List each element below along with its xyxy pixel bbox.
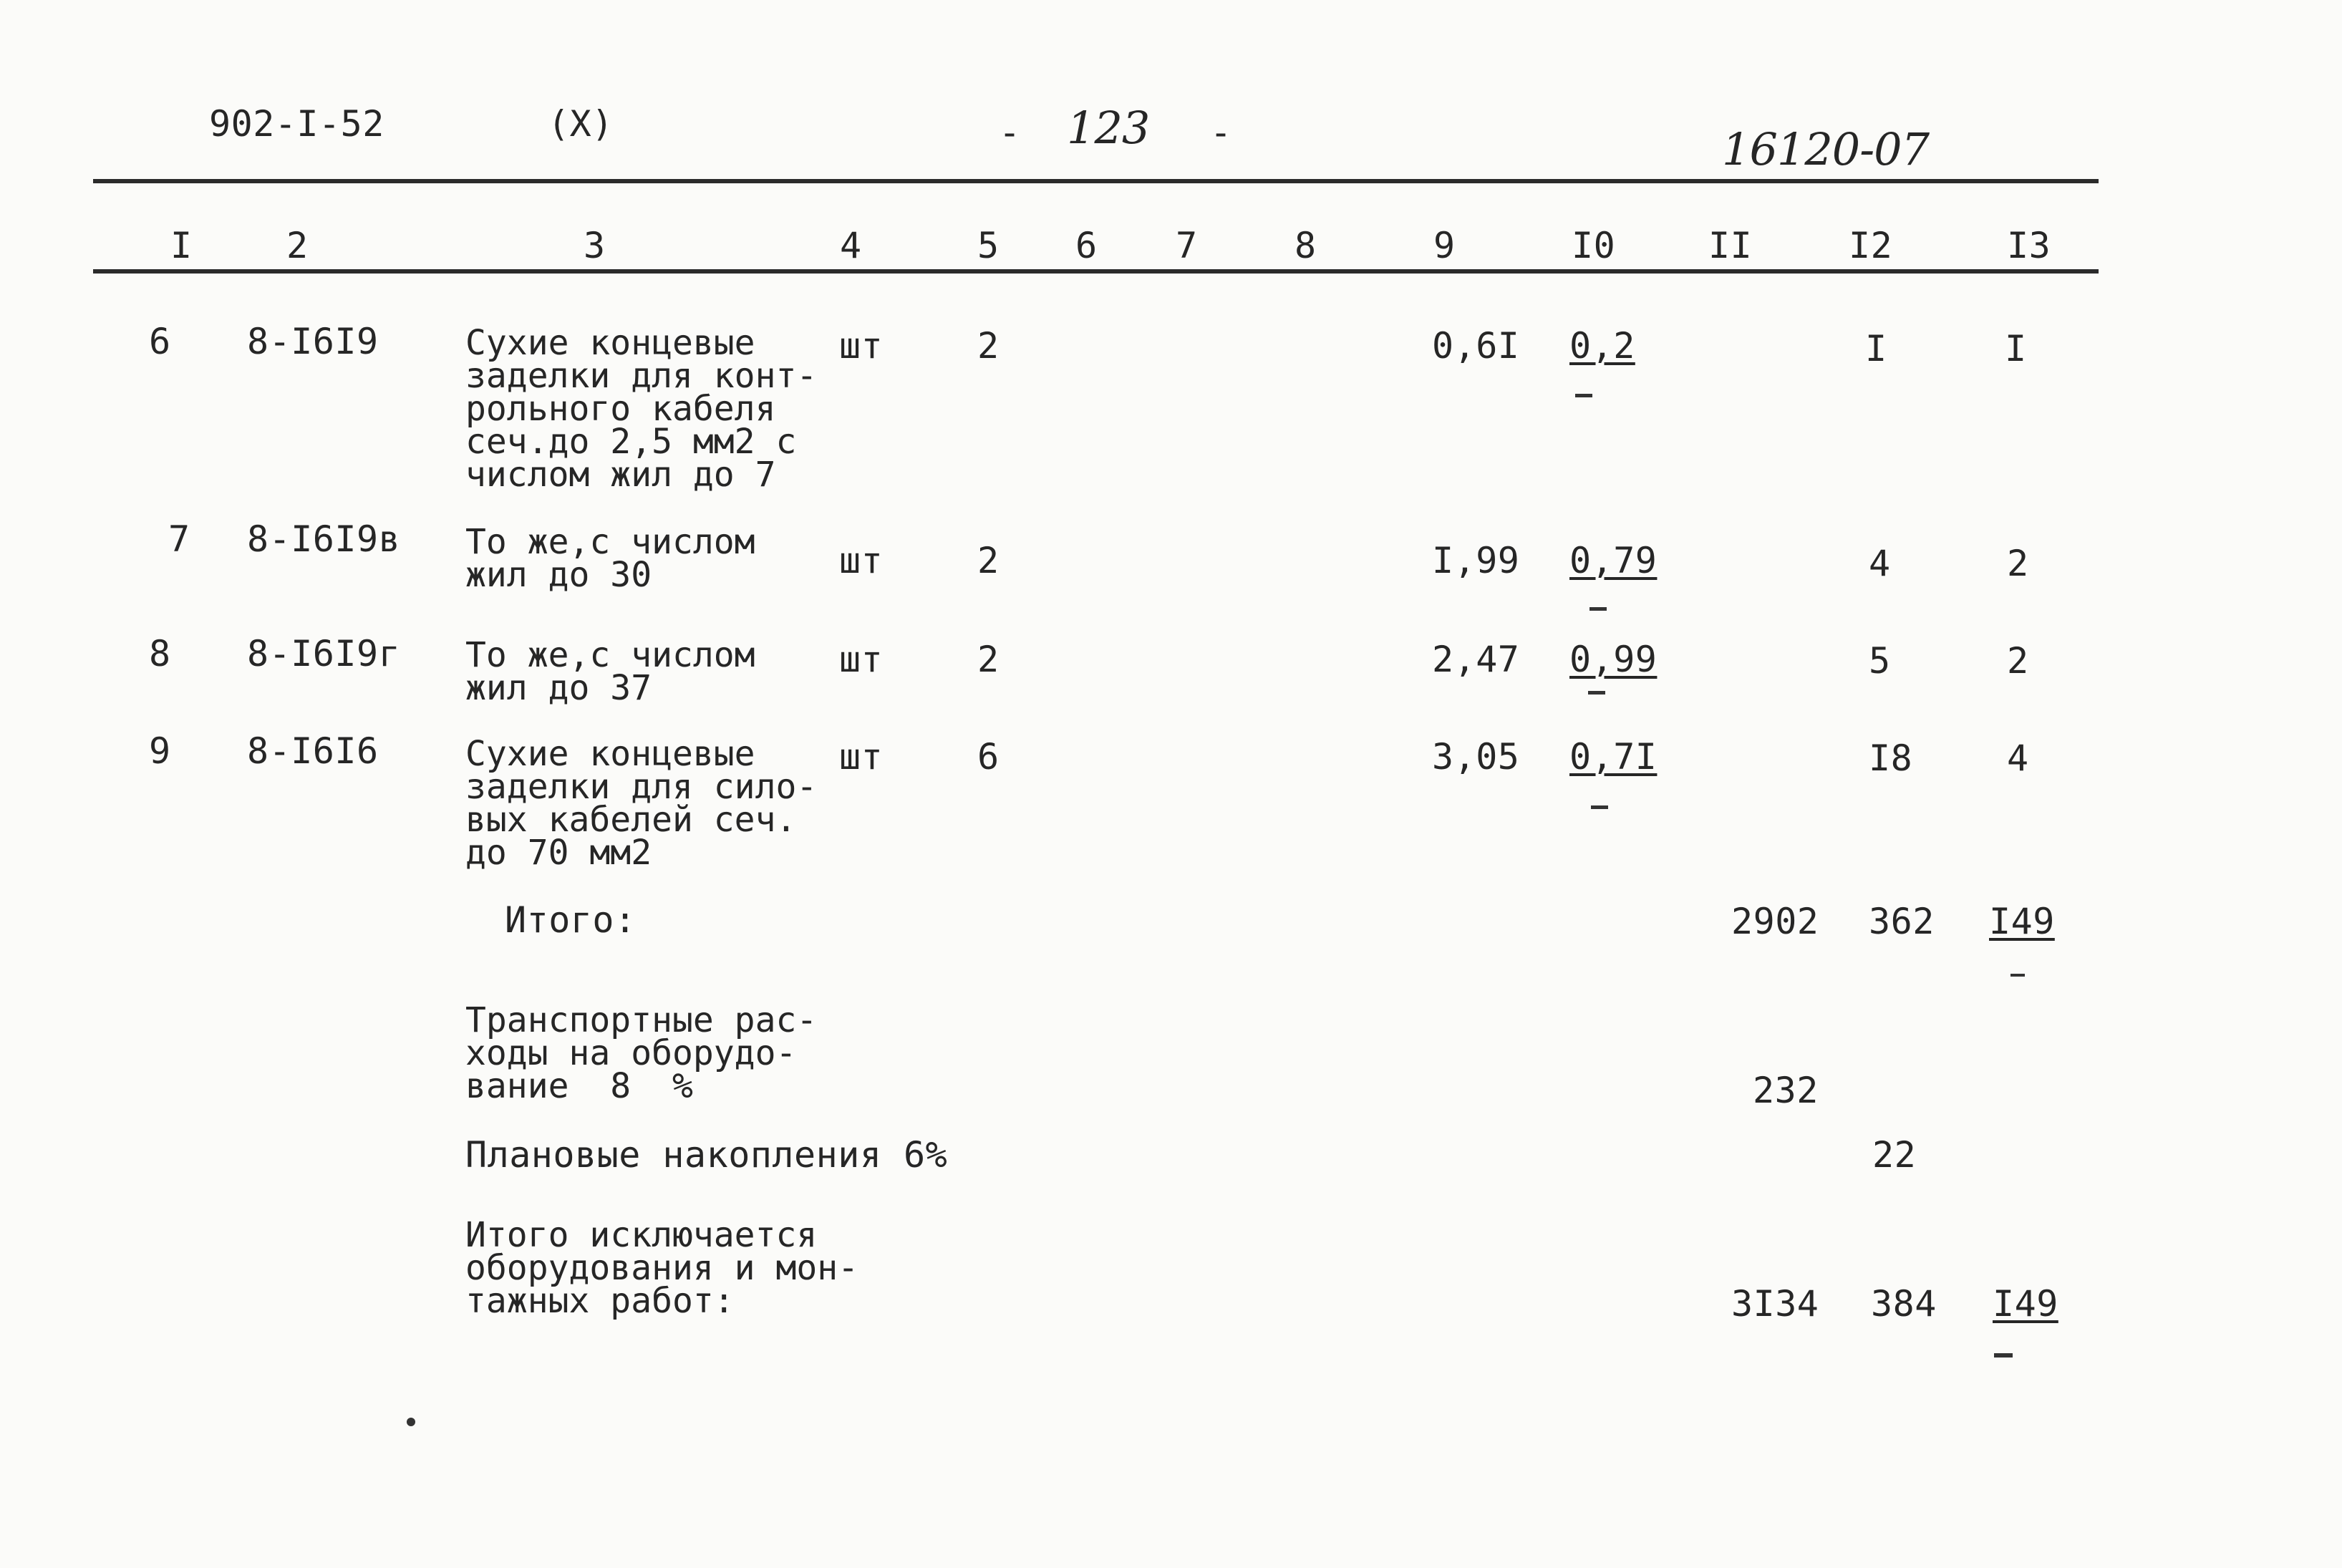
row-quantity: 6 bbox=[977, 736, 1000, 778]
subtotal-label: Итого: bbox=[505, 899, 637, 941]
dash-mark bbox=[1589, 607, 1607, 611]
column-header: 2 bbox=[286, 225, 309, 266]
column-header: 9 bbox=[1433, 225, 1456, 266]
row-unit: шт bbox=[839, 540, 884, 581]
row-quantity: 2 bbox=[977, 325, 1000, 367]
row-col13: 4 bbox=[2007, 737, 2029, 779]
column-header: 7 bbox=[1176, 225, 1198, 266]
page-number: 123 bbox=[1067, 102, 1150, 154]
row-col12: I8 bbox=[1869, 737, 1913, 779]
column-header: I0 bbox=[1572, 225, 1616, 266]
row-code: 8-I6I9 bbox=[247, 321, 379, 362]
column-header: 8 bbox=[1295, 225, 1317, 266]
subtotal-col11: 2902 bbox=[1731, 901, 1819, 942]
column-header: I2 bbox=[1849, 225, 1893, 266]
row-quantity: 2 bbox=[977, 540, 1000, 581]
row-description: Сухие концевые заделки для конт- рольного кабеля сеч.до 2,5 мм2 с числом жил до 7 bbox=[465, 323, 818, 495]
transport-label: Транспортные рас- ходы на оборудо- вание 8 % bbox=[465, 1000, 818, 1107]
row-number: 9 bbox=[149, 730, 171, 772]
column-header: 3 bbox=[584, 225, 606, 266]
row-description: То же,с числом жил до 37 bbox=[465, 635, 755, 709]
header-rule-bottom bbox=[93, 269, 2099, 274]
row-code: 8-I6I6 bbox=[247, 730, 379, 772]
final-col11: 3I34 bbox=[1731, 1283, 1819, 1325]
column-header: 6 bbox=[1075, 225, 1098, 266]
final-col13: I49 bbox=[1993, 1283, 2058, 1325]
row-col13: 2 bbox=[2007, 640, 2029, 682]
row-col12: I bbox=[1865, 328, 1887, 369]
final-col12: 384 bbox=[1871, 1283, 1937, 1325]
row-description: Сухие концевые заделки для сило- вых кабелей сеч. до 70 мм2 bbox=[465, 734, 818, 873]
page-dash-left: - bbox=[999, 112, 1021, 153]
row-number: 8 bbox=[149, 633, 171, 674]
row-number: 6 bbox=[149, 321, 171, 362]
row-unit: шт bbox=[839, 325, 884, 367]
row-col12: 5 bbox=[1869, 640, 1891, 682]
planned-label: Плановые накопления 6% bbox=[465, 1134, 948, 1176]
row-col9: 2,47 bbox=[1432, 639, 1520, 680]
row-unit: шт bbox=[839, 736, 884, 778]
dash-mark bbox=[1591, 805, 1608, 809]
row-col10: 0,79 bbox=[1569, 540, 1658, 581]
final-total-label: Итого исключается оборудования и мон- тажных работ: bbox=[465, 1215, 859, 1322]
row-code: 8-I6I9г bbox=[247, 633, 401, 674]
row-col9: 3,05 bbox=[1432, 736, 1520, 778]
sheet-code: 16120-07 bbox=[1722, 123, 1930, 175]
dash-mark bbox=[1588, 691, 1605, 695]
page-dash-right: - bbox=[1210, 112, 1232, 153]
transport-col11: 232 bbox=[1753, 1070, 1819, 1111]
section-marker: (X) bbox=[548, 103, 614, 145]
row-unit: шт bbox=[839, 639, 884, 680]
column-header: 5 bbox=[977, 225, 1000, 266]
row-col10: 0,2 bbox=[1569, 325, 1635, 367]
ink-dot bbox=[407, 1418, 415, 1426]
row-col10: 0,99 bbox=[1569, 639, 1658, 680]
row-quantity: 2 bbox=[977, 639, 1000, 680]
row-col13: I bbox=[2005, 328, 2027, 369]
row-col10: 0,7I bbox=[1569, 736, 1658, 778]
row-col9: 0,6I bbox=[1432, 325, 1520, 367]
dash-mark bbox=[2010, 974, 2025, 977]
row-description: То же,с числом жил до 30 bbox=[465, 522, 755, 596]
document-code: 902-I-52 bbox=[209, 103, 384, 145]
row-col12: 4 bbox=[1869, 543, 1891, 584]
subtotal-col13: I49 bbox=[1989, 901, 2055, 942]
dash-mark bbox=[1994, 1353, 2013, 1358]
column-header: I bbox=[170, 225, 193, 266]
header-rule-top bbox=[93, 179, 2099, 183]
row-number: 7 bbox=[168, 518, 190, 560]
subtotal-col12: 362 bbox=[1869, 901, 1935, 942]
dash-mark bbox=[1575, 394, 1592, 397]
row-col9: I,99 bbox=[1432, 540, 1520, 581]
row-code: 8-I6I9в bbox=[247, 518, 401, 560]
column-header: II bbox=[1708, 225, 1753, 266]
column-header: 4 bbox=[840, 225, 862, 266]
column-header: I3 bbox=[2007, 225, 2051, 266]
planned-col12: 22 bbox=[1872, 1134, 1917, 1176]
row-col13: 2 bbox=[2007, 543, 2029, 584]
